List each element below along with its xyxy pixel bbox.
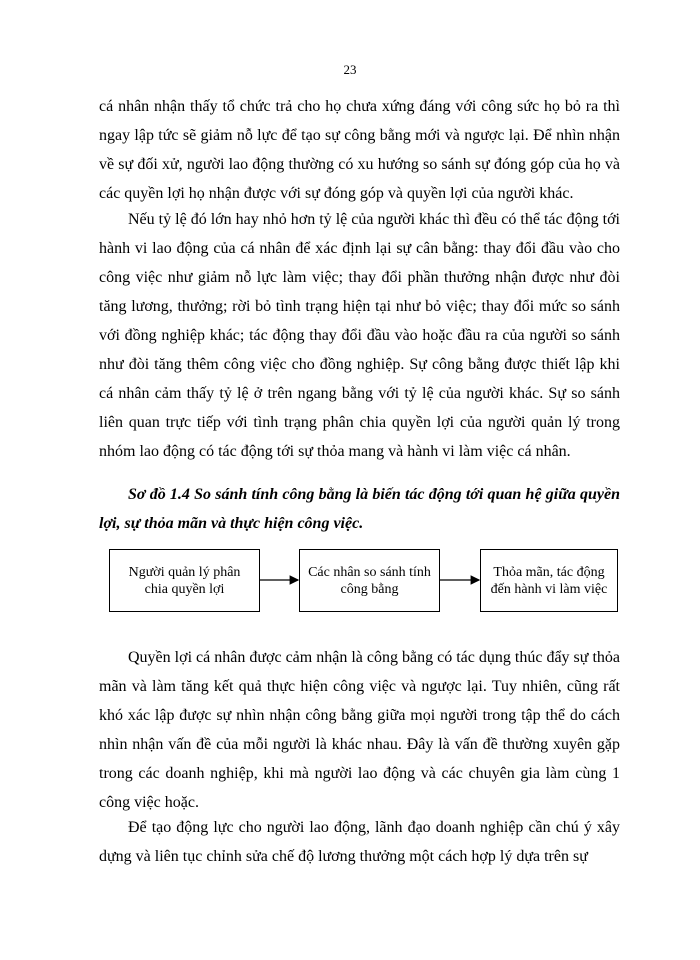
- paragraph: Nếu tỷ lệ đó lớn hay nhỏ hơn tỷ lệ của người khác thì đều có thể tác động tới hành vi lao động của cá nhân để xác định lại sự cân bằng: thay đổi đầu vào cho công việc như giảm nỗ lực làm việc; thay đổi phần thưởng nhận được như đòi tăng lương, thưởng; rời bỏ tình trạng hiện tại như bỏ việc; thay đổi mức so sánh với đồng nghiệp khác; tác động thay đổi đầu vào hoặc đầu ra của người so sánh như đòi tăng thêm công việc cho đồng nghiệp. Sự công bằng được thiết lập khi cá nhân cảm thấy tỷ lệ ở trên ngang bằng với tỷ lệ của người khác. Sự so sánh liên quan trực tiếp với tình trạng phân chia quyền lợi của người quản lý trong nhóm lao động có tác động tới sự thỏa mang và hành vi làm việc cá nhân.: [99, 211, 620, 460]
- paragraph: cá nhân nhận thấy tổ chức trả cho họ chưa xứng đáng với công sức họ bỏ ra thì ngay lập tức sẽ giảm nỗ lực để tạo sự công bằng mới và ngược lại. Để nhìn nhận về sự đối xử, người lao động thường có xu hướng so sánh sự đóng góp của họ và các quyền lợi họ nhận được với sự đóng góp và quyền lợi của người khác.: [99, 98, 620, 202]
- diagram-box-manager: Người quản lý phân chia quyền lợi: [109, 549, 260, 612]
- paragraph: Quyền lợi cá nhân được cảm nhận là công bằng có tác dụng thúc đẩy sự thỏa mãn và làm tăng kết quả thực hiện công việc và ngược lại. Tuy nhiên, cũng rất khó xác lập được sự nhìn nhận công bằng giữa mọi người trong tập thể do cách nhìn nhận vấn đề của mỗi người là khác nhau. Đây là vấn đề thường xuyên gặp trong các doanh nghiệp, khi mà người lao động và các chuyên gia làm cùng 1 công việc hoặc.: [99, 649, 620, 811]
- paragraph: Để tạo động lực cho người lao động, lãnh đạo doanh nghiệp cần chú ý xây dựng và liên tục chỉnh sửa chế độ lương thưởng một cách hợp lý dựa trên sự: [99, 819, 620, 865]
- diagram-caption: Sơ đồ 1.4 So sánh tính công bằng là biến tác động tới quan hệ giữa quyền lợi, sự thỏa mãn và thực hiện công việc.: [99, 486, 620, 532]
- diagram-box-comparison: Các nhân so sánh tính công bằng: [299, 549, 440, 612]
- page-number: 23: [343, 62, 357, 77]
- diagram-box-satisfaction: Thỏa mãn, tác động đến hành vi làm việc: [480, 549, 618, 612]
